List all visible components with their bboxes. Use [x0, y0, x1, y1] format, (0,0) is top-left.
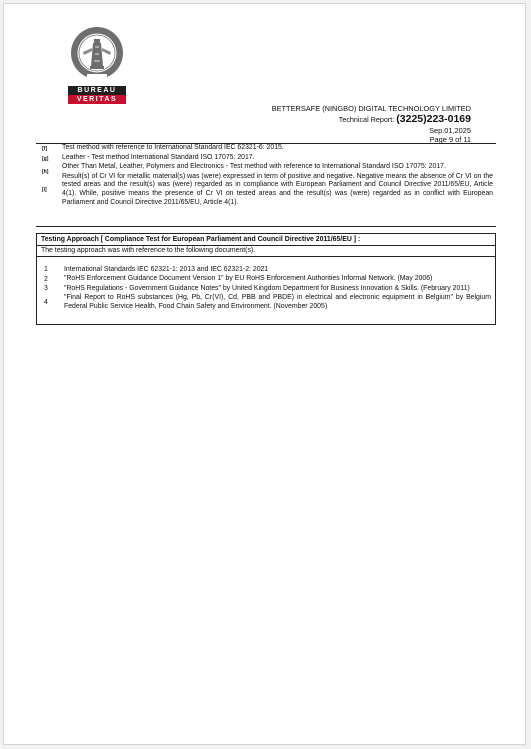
report-date: Sep.01,2025 [429, 126, 471, 135]
footnote-text: Test method with reference to International Standard IEC 62321-6: 2015. [62, 144, 284, 151]
list-item [37, 294, 495, 311]
footnote-text: Other Than Metal, Leather, Polymers and Electronics - Test method with reference to International Standard ISO 17075: 2017. [62, 163, 446, 171]
footnote [36, 154, 496, 163]
testing-approach-section [36, 233, 496, 325]
list-item [37, 266, 495, 274]
footnote-marker: [h] [42, 169, 49, 176]
list-item [37, 275, 495, 283]
report-number-line [339, 113, 471, 125]
footnote-text: Result(s) of Cr VI for metallic material(s) was (were) expressed in term of positive and negative. Negative means the absence of Cr VI on the tested areas and the result(s) was (were) regarded as in compliance with European Parliament and Council Directive 2011/65/EU, Article 4(1). While, positive means the presence of Cr VI on tested areas and the result(s) was (were) regarded as in conflict with European Parliament and Council Directive 2011/65/EU, Article 4(1). [62, 172, 493, 206]
item-text: "RoHS Regulations - Government Guidance Notes" by United Kingdom Department for Business Innovation & Skills. (February 2011) [64, 284, 470, 292]
item-number: 4 [44, 298, 48, 306]
footnote-marker: [g] [42, 155, 49, 162]
report-number: (3225)223-0169 [396, 113, 471, 125]
reference-list [37, 257, 495, 311]
notes-divider [36, 226, 496, 227]
footnote [36, 144, 496, 153]
item-text: "RoHS Enforcement Guidance Document Version 1" by EU RoHS Enforcement Authorities Informal Network. (May 2006) [64, 275, 433, 283]
item-text: "Final Report to RoHS substances (Hg, Pb, Cr(VI), Cd, PBB and PBDE) in electrical and electronic equipment in Belgium" by Belgium Federal Public Service Health, Food Chain Safety and Environment. (November 2005) [64, 294, 491, 310]
bureau-veritas-logo [68, 24, 130, 104]
logo-seal-icon [68, 24, 126, 86]
item-text: International Standards IEC 62321-1: 2013 and IEC 62321-2: 2021 [64, 266, 269, 273]
list-item [37, 285, 495, 293]
footnote [36, 173, 496, 207]
item-number: 3 [44, 284, 48, 292]
logo-text-bureau: BUREAU [68, 86, 126, 95]
logo-text-veritas: VERITAS [68, 95, 126, 104]
section-title: Testing Approach [ Compliance Test for European Parliament and Council Directive 2011/65/EU ] : [37, 234, 495, 246]
item-number: 1 [44, 266, 48, 273]
section-intro: The testing approach was with reference to the following document(s). [37, 246, 495, 257]
company-name: BETTERSAFE (NINGBO) DIGITAL TECHNOLOGY LIMITED [271, 104, 471, 113]
footnote-marker: [i] [42, 186, 47, 193]
footnote-marker: [f] [42, 146, 47, 152]
document-page [3, 3, 526, 745]
page-number: Page 9 of 11 [429, 135, 471, 144]
footnote-text: Leather - Test method International Standard ISO 17075: 2017. [62, 153, 255, 161]
item-number: 2 [44, 275, 48, 283]
report-label: Technical Report: [338, 115, 395, 124]
footnote [36, 163, 496, 176]
footnotes [36, 144, 496, 208]
